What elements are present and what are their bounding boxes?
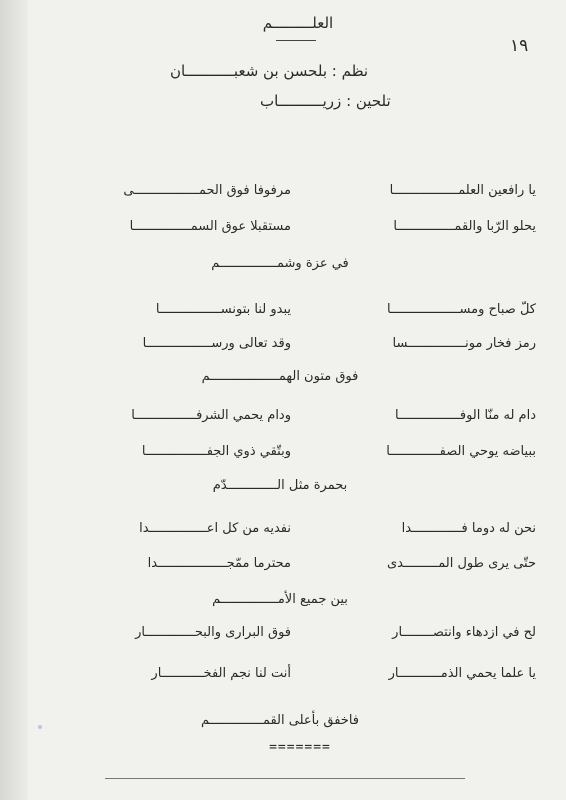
refrain-line: بين جميع الأمـــــــــــــــم [212,592,348,607]
poet-credit: نظم : بلحسن بن شعبـــــــــــان [170,62,369,80]
end-mark: ======= [269,740,331,755]
verse-line-left: وقد تعالى ورســـــــــــــــــا [142,336,291,351]
verse-line-right: يا رافعين العلمـــــــــــــــــا [389,183,536,198]
page-title: العلـــــــــم [262,14,334,32]
verse-line-right: يحلو الرّبا والقمـــــــــــــــا [393,219,536,234]
verse-line-right: ببياضه يوحي الصفـــــــــــــا [386,444,536,459]
verse-line-right: حتّى يرى طول المـــــــــدى [386,556,536,571]
verse-line-left: أنت لنا نجم الفخـــــــــــار [151,666,291,681]
refrain-line: في عزة وشمـــــــــــــــم [211,256,349,271]
composer-credit: تلحين : زريــــــــــاب [260,92,391,110]
verse-line-left: مستقبلا عوق السمـــــــــــــــا [129,219,291,234]
verse-line-left: محترما ممّجــــــــــــــــــدا [147,556,291,571]
refrain-line: بحمرة مثل الـــــــــــــدّم [212,478,348,493]
verse-line-left: نفديه من كل اعـــــــــــــــدا [139,521,291,536]
refrain-line: فاخفق بأعلى القمــــــــــــــم [200,713,359,728]
verse-line-left: ودام يحمي الشرفــــــــــــــــا [131,408,291,423]
verse-line-left: وبتّقي ذوي الجفــــــــــــــــا [141,444,291,459]
verse-line-left: يبدو لنا بتونســــــــــــــــا [155,302,291,317]
verse-line-right: كلّ صباح ومســــــــــــــــــا [387,302,536,317]
verse-line-right: يا علما يحمي الذمـــــــــــار [388,666,536,681]
verse-line-right: نحن له دوما فـــــــــــــدا [401,521,536,536]
verse-line-right: رمز فخار مونـــــــــــــــسا [392,336,536,351]
verse-line-right: لح في ازدهاء وانتصــــــــار [392,625,536,640]
verse-line-left: فوق البرارى والبحـــــــــــــار [135,625,291,640]
page-number: ١٩ [510,36,529,56]
bottom-rule [105,778,465,779]
verse-line-left: مرفوفا فوق الحمـــــــــــــــــى [123,183,291,198]
verse-line-right: دام له منّا الوفــــــــــــــــا [394,408,536,423]
refrain-line: فوق متون الهمــــــــــــــــــم [201,369,359,384]
ink-smudge [38,725,42,729]
